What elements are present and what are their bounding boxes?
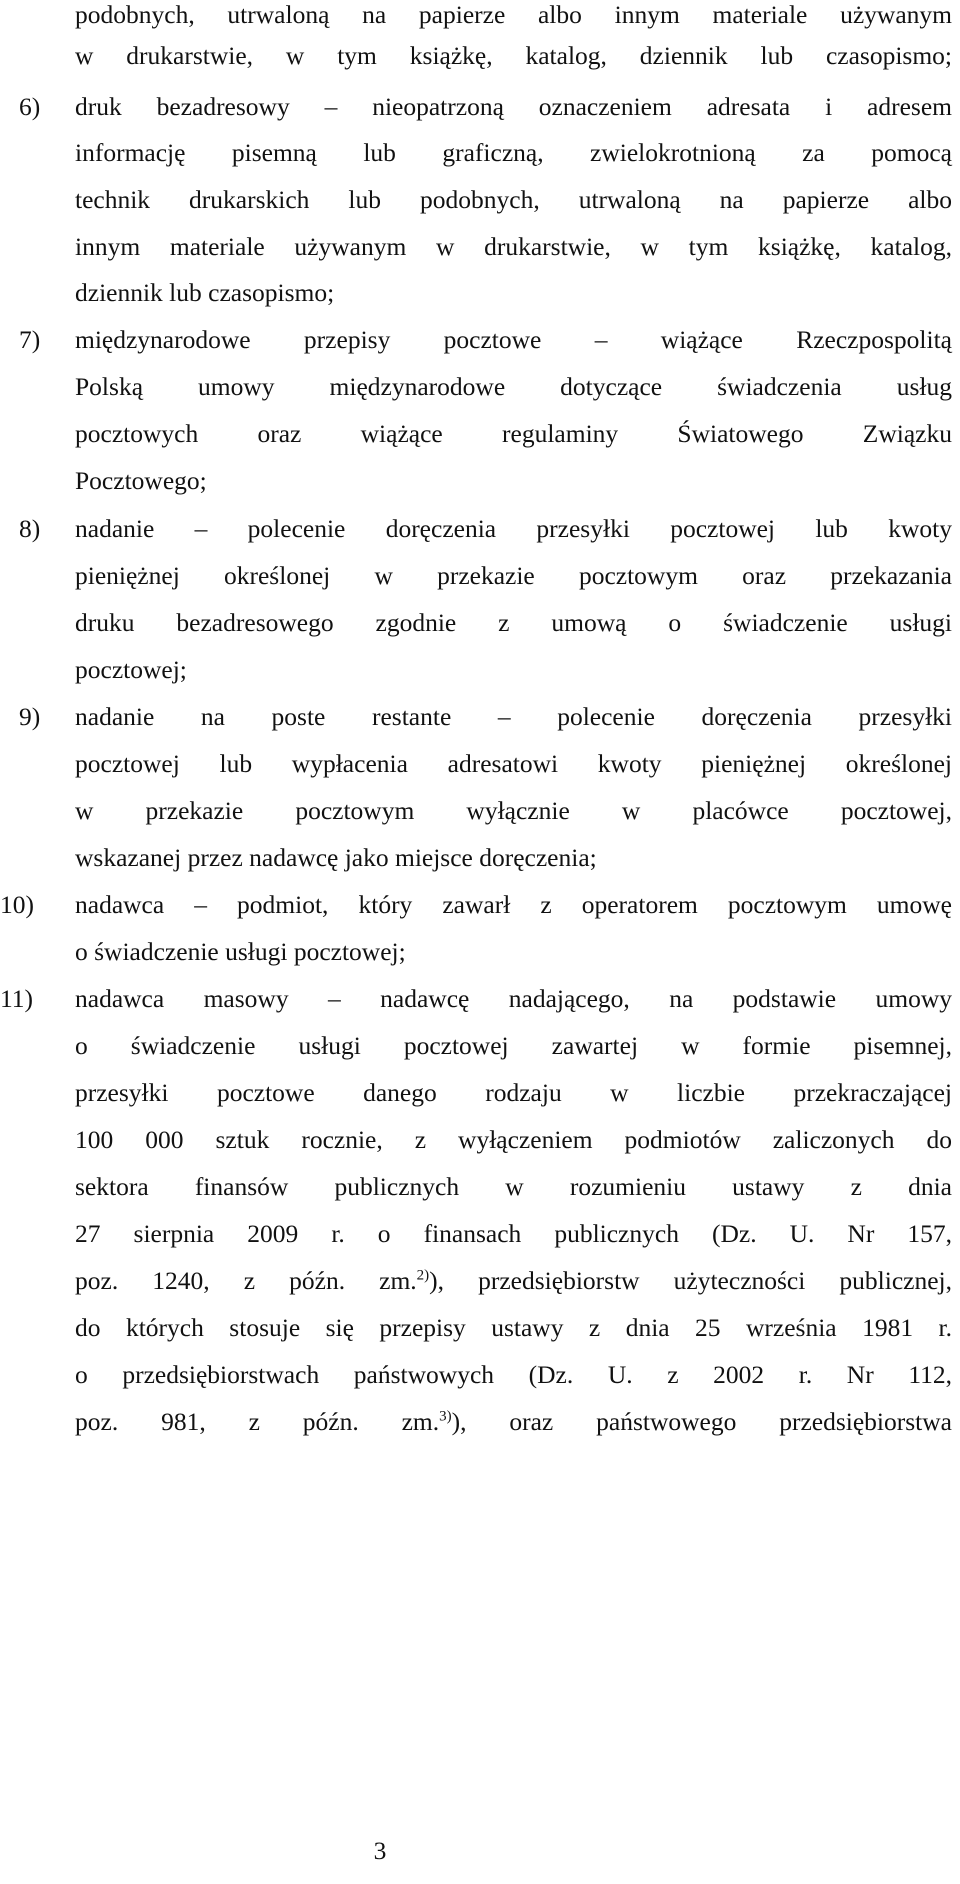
text-line: nadawca masowy – nadawcę nadającego, na podstawie umowy — [75, 984, 952, 1013]
text-line: międzynarodowe przepisy pocztowe – wiążące Rzeczpospolitą — [75, 325, 952, 354]
footnote-ref: 3) — [439, 1408, 452, 1425]
text-line: o świadczenie usługi pocztowej; — [75, 937, 406, 966]
text-line: do których stosuje się przepisy ustawy z dnia 25 września 1981 r. — [75, 1313, 952, 1342]
item-number: 6) — [19, 92, 41, 121]
text-segment: poz. 981, z późn. zm. — [75, 1407, 440, 1436]
text-line: innym materiale używanym w drukarstwie, w tym książkę, katalog, — [75, 232, 952, 261]
text-line: dziennik lub czasopismo; — [75, 278, 335, 307]
text-segment: ), oraz państwowego przedsiębiorstwa — [451, 1407, 952, 1436]
text-line: nadawca – podmiot, który zawarł z operatorem pocztowym umowę — [75, 890, 952, 919]
text-line: sektora finansów publicznych w rozumieniu ustawy z dnia — [75, 1172, 952, 1201]
text-line: nadanie – polecenie doręczenia przesyłki pocztowej lub kwoty — [75, 514, 952, 543]
text-line: Polską umowy międzynarodowe dotyczące świadczenia usług — [75, 372, 952, 401]
text-line — [75, 1407, 952, 1437]
page-number: 3 — [373, 1836, 387, 1865]
text-line: 100 000 sztuk rocznie, z wyłączeniem podmiotów zaliczonych do — [75, 1125, 952, 1154]
text-line: o świadczenie usługi pocztowej zawartej w formie pisemnej, — [75, 1031, 952, 1060]
item-number: 11) — [0, 984, 34, 1013]
text-line: pieniężnej określonej w przekazie pocztowym oraz przekazania — [75, 561, 952, 590]
text-line: druku bezadresowego zgodnie z umową o świadczenie usługi — [75, 608, 952, 637]
item-number: 9) — [19, 702, 41, 731]
text-line: pocztowej; — [75, 655, 187, 684]
text-line: technik drukarskich lub podobnych, utrwaloną na papierze albo — [75, 185, 952, 214]
text-line: Pocztowego; — [75, 466, 207, 495]
text-line: pocztowych oraz wiążące regulaminy Światowego Związku — [75, 419, 952, 448]
text-line: wskazanej przez nadawcę jako miejsce doręczenia; — [75, 843, 597, 872]
item-number: 10) — [0, 890, 34, 919]
item-number: 8) — [19, 514, 41, 543]
text-line: w drukarstwie, w tym książkę, katalog, dziennik lub czasopismo; — [75, 41, 952, 70]
text-line: nadanie na poste restante – polecenie doręczenia przesyłki — [75, 702, 952, 731]
text-line: w przekazie pocztowym wyłącznie w placówce pocztowej, — [75, 796, 952, 825]
text-segment: ), przedsiębiorstw użyteczności publicznej, — [429, 1266, 952, 1295]
text-line: o przedsiębiorstwach państwowych (Dz. U. z 2002 r. Nr 112, — [75, 1360, 952, 1389]
footnote-ref: 2) — [416, 1267, 430, 1284]
text-line: druk bezadresowy – nieopatrzoną oznaczeniem adresata i adresem — [75, 92, 952, 121]
text-line — [75, 1266, 952, 1296]
text-line: pocztowej lub wypłacenia adresatowi kwoty pieniężnej określonej — [75, 749, 952, 778]
text-line: informację pisemną lub graficzną, zwielokrotnioną za pomocą — [75, 138, 952, 167]
text-line: podobnych, utrwaloną na papierze albo innym materiale używanym — [75, 0, 952, 29]
item-number: 7) — [19, 325, 41, 354]
text-line: przesyłki pocztowe danego rodzaju w liczbie przekraczającej — [75, 1078, 952, 1107]
text-line: 27 sierpnia 2009 r. o finansach publicznych (Dz. U. Nr 157, — [75, 1219, 952, 1248]
text-segment: poz. 1240, z późn. zm. — [75, 1266, 417, 1295]
